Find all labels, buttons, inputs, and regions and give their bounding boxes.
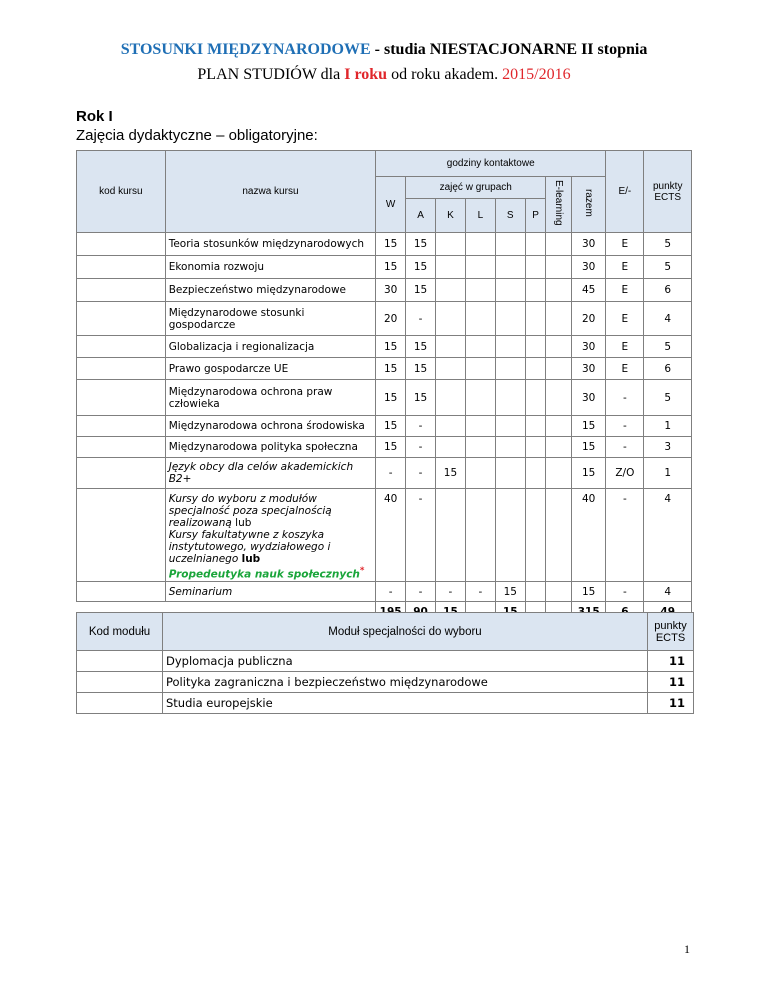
col-elearning-header: E-learning [546, 177, 572, 233]
col-s-header: S [495, 199, 525, 233]
col-l-header: L [465, 199, 495, 233]
col-ects-header: punkty ECTS [644, 151, 692, 233]
table-row: Dyplomacja publiczna 11 [77, 651, 694, 672]
col-k-header: K [436, 199, 466, 233]
plan-title: PLAN STUDIÓW dla I roku od roku akadem. 2015/2016 [197, 66, 571, 83]
page-number: 1 [684, 942, 690, 956]
col-w-header: W [376, 177, 406, 233]
section-title: Rok I [76, 108, 113, 125]
col-ects-header: punkty ECTS [648, 613, 694, 651]
table-row: Studia europejskie 11 [77, 693, 694, 714]
table-row: Teoria stosunków międzynarodowych 15 15 30 E 5 [77, 233, 692, 256]
table-row: Międzynarodowe stosunki gospodarcze 20 - 20 E 4 [77, 302, 692, 336]
col-nazwa-header: nazwa kursu [165, 151, 375, 233]
modules-table [76, 612, 694, 714]
table-row: Polityka zagraniczna i bezpieczeństwo międzynarodowe 11 [77, 672, 694, 693]
section-subtitle: Zajęcia dydaktyczne – obligatoryjne: [76, 127, 318, 144]
col-grupy-header: zajęć w grupach [406, 177, 546, 199]
col-e-header: E/- [606, 151, 644, 233]
col-kod-modulu-header: Kod modułu [77, 613, 163, 651]
table-row: Międzynarodowa ochrona środowiska 15 - 15 - 1 [77, 416, 692, 437]
table-row: Bezpieczeństwo międzynarodowe 30 15 45 E 6 [77, 279, 692, 302]
table-row: Prawo gospodarcze UE 15 15 30 E 6 [77, 358, 692, 380]
document-title: STOSUNKI MIĘDZYNARODOWE - studia NIESTACJONARNE II stopnia [120, 41, 648, 58]
col-a-header: A [406, 199, 436, 233]
table-row: Globalizacja i regionalizacja 15 15 30 E 5 [77, 336, 692, 358]
table-row: Seminarium - - - - 15 15 - 4 [77, 582, 692, 602]
table-row: Międzynarodowa ochrona praw człowieka 15 15 30 - 5 [77, 380, 692, 416]
col-godziny-header: godziny kontaktowe [376, 151, 606, 177]
col-kod-header: kod kursu [77, 151, 166, 233]
col-razem-header: razem [572, 177, 606, 233]
courses-table [76, 150, 692, 623]
table-row: Międzynarodowa polityka społeczna 15 - 15 - 3 [77, 437, 692, 458]
table-row: Ekonomia rozwoju 15 15 30 E 5 [77, 256, 692, 279]
col-modul-header: Moduł specjalności do wyboru [163, 613, 648, 651]
col-p-header: P [525, 199, 546, 233]
table-row: Kursy do wyboru z modułów specjalność poza specjalnością realizowaną lub Kursy fakultatywne z koszyka instytutowego, wydziałowego i uczelnianego lub Propedeutyka nauk społecznych* 40 - 40 - 4 [77, 489, 692, 582]
table-row: Język obcy dla celów akademickich B2+ - - 15 15 Z/O 1 [77, 458, 692, 489]
